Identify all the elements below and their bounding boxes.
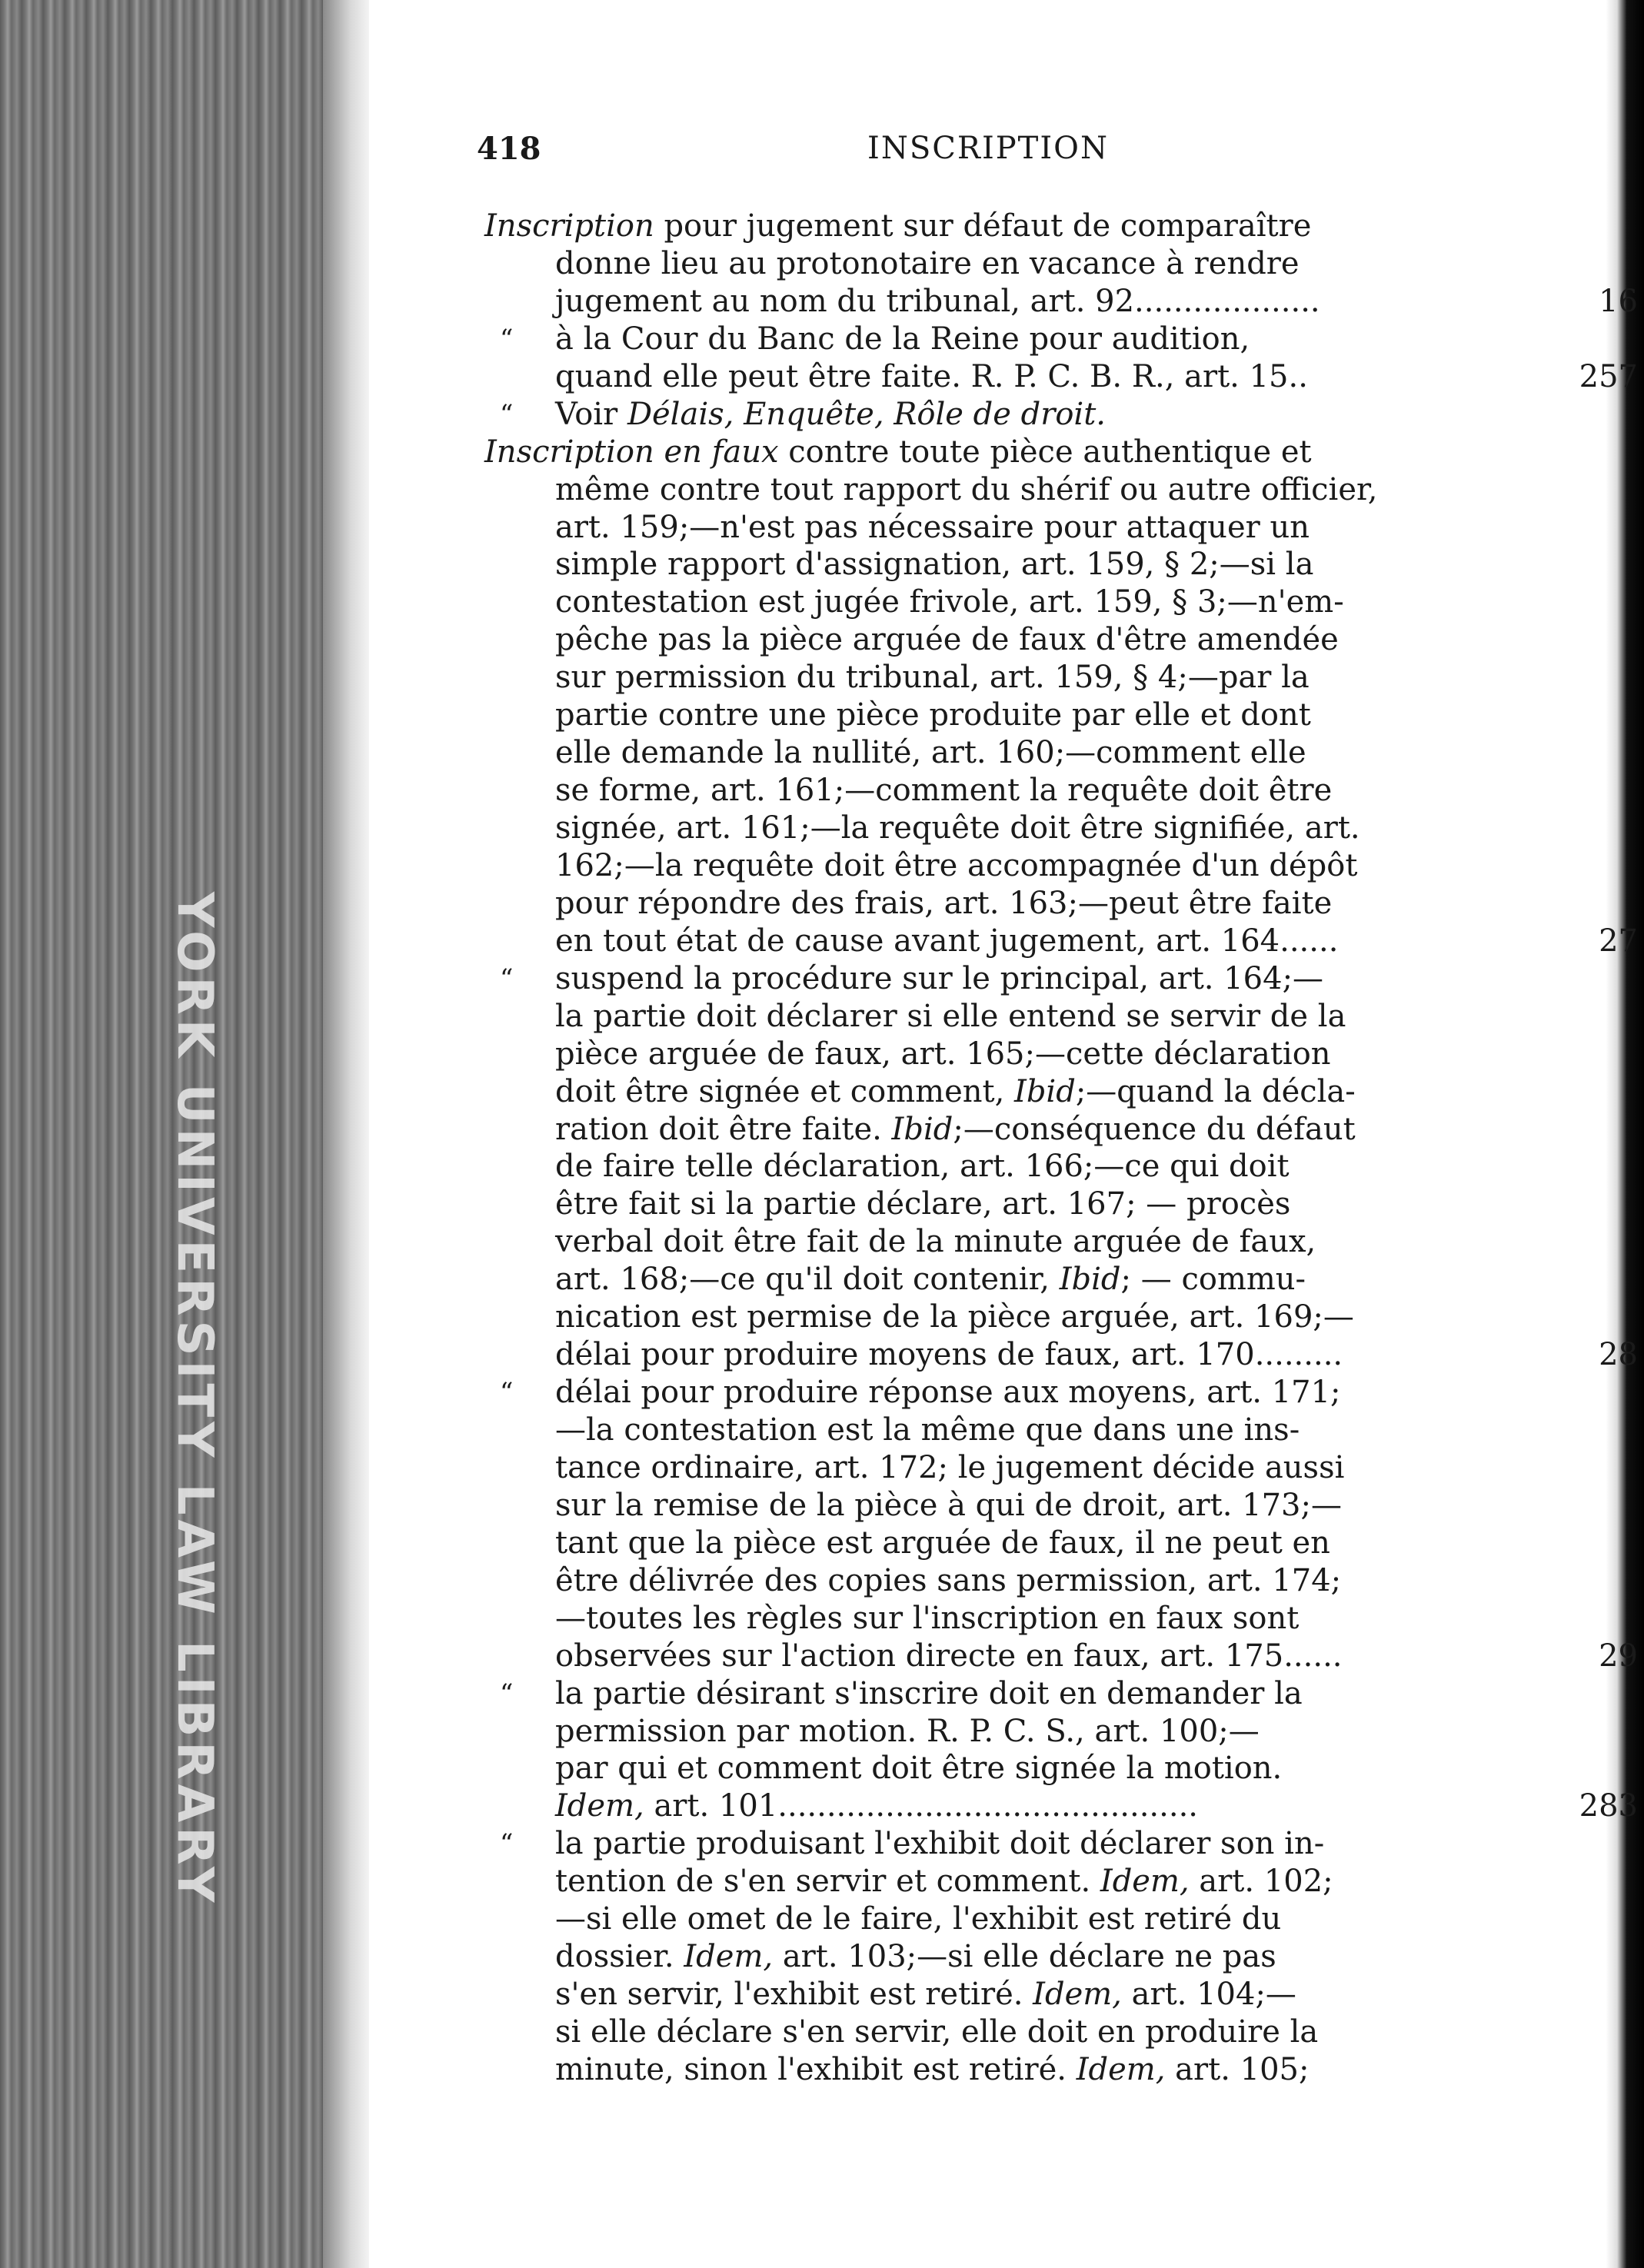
line-tail-text: art. 105; (1165, 2051, 1310, 2087)
line-main-text: jugement au nom du tribunal, art. 92................... (555, 283, 1320, 319)
line-text (555, 659, 1310, 697)
line-text (555, 396, 1106, 434)
library-stamp (131, 892, 238, 1907)
page-reference: 16 (1599, 283, 1638, 319)
line-tail-text: art. 103;—si elle déclare ne pas (773, 1939, 1276, 1975)
running-head: INSCRIPTION (867, 131, 1109, 166)
italic-ref: Délais, Enquête, Rôle de droit. (627, 396, 1107, 432)
line-main-text: sur la remise de la pièce à qui de droit, art. 173;— (555, 1487, 1342, 1523)
line-text (555, 1976, 1296, 2014)
line-main-text: art. 159;—n'est pas nécessaire pour attaquer un (555, 509, 1310, 545)
line-text (555, 923, 1338, 960)
line-tail-text: art. 102; (1189, 1864, 1333, 1900)
index-line (484, 847, 1638, 885)
index-line (484, 1901, 1638, 1938)
ditto-mark: “ (500, 398, 514, 430)
book-page (361, 0, 1638, 2268)
italic-ref: Ibid (1014, 1073, 1076, 1109)
line-text (555, 1036, 1331, 1073)
index-line (484, 321, 1638, 358)
line-text (555, 1713, 1260, 1751)
line-main-text: être délivrée des copies sans permission, art. 174; (555, 1562, 1342, 1598)
line-text (555, 1186, 1290, 1223)
line-main-text: art. 101........................................... (644, 1788, 1199, 1824)
line-main-text: tention de s'en servir et comment. (555, 1864, 1100, 1900)
line-main-text: doit être signée et comment, (555, 1073, 1015, 1109)
index-line (484, 1787, 1638, 1825)
line-text (555, 1336, 1343, 1374)
index-line (484, 734, 1638, 772)
line-text (555, 1223, 1316, 1261)
index-line (484, 810, 1638, 847)
line-main-text: la partie doit déclarer si elle entend se servir de la (555, 998, 1346, 1034)
index-line (484, 1750, 1638, 1787)
index-line (484, 923, 1638, 960)
line-main-text: art. 168;—ce qu'il doit contenir, (555, 1262, 1060, 1298)
line-text (555, 2014, 1318, 2051)
index-line (484, 283, 1638, 321)
line-text (555, 1938, 1276, 1976)
index-line (484, 1713, 1638, 1751)
line-main-text: pour répondre des frais, art. 163;—peut être faite (555, 885, 1333, 921)
index-line (484, 1148, 1638, 1186)
line-text (555, 697, 1311, 734)
index-line (484, 2014, 1638, 2051)
line-text (555, 1638, 1343, 1675)
line-text (555, 2051, 1309, 2089)
italic-ref: Idem, (1033, 1977, 1122, 2013)
index-line (484, 1449, 1638, 1487)
index-line (484, 584, 1638, 621)
line-text (555, 358, 1308, 396)
italic-ref: Idem, (684, 1939, 774, 1975)
page-header (477, 131, 1499, 177)
line-text (555, 1299, 1354, 1336)
italic-ref: Idem, (1076, 2051, 1166, 2087)
index-line (484, 1976, 1638, 2014)
index-line (484, 1863, 1638, 1901)
line-main-text: permission par motion. R. P. C. S., art. 100;— (555, 1713, 1260, 1749)
line-main-text: partie contre une pièce produite par elle et dont (555, 697, 1311, 733)
italic-ref: Ibid (891, 1111, 953, 1147)
line-text (555, 1073, 1356, 1111)
index-line (484, 1036, 1638, 1073)
line-main-text: —toutes les règles sur l'inscription en faux sont (555, 1600, 1300, 1636)
ditto-mark: “ (500, 323, 514, 354)
italic-ref: Ibid (1059, 1262, 1121, 1298)
line-text (555, 509, 1310, 547)
line-tail-text: ;—conséquence du défaut (953, 1111, 1356, 1147)
line-text (555, 1825, 1324, 1863)
line-text (555, 1412, 1300, 1449)
index-line (484, 621, 1638, 659)
index-line (484, 1111, 1638, 1149)
line-main-text: en tout état de cause avant jugement, art. 164...... (555, 923, 1339, 959)
index-line (484, 245, 1638, 283)
line-main-text: s'en servir, l'exhibit est retiré. (555, 1977, 1033, 2013)
index-line (484, 1186, 1638, 1223)
line-main-text: contestation est jugée frivole, art. 159, § 3;—n'em- (555, 584, 1344, 620)
index-line (484, 1562, 1638, 1600)
line-text (555, 1525, 1330, 1562)
index-line (484, 396, 1638, 434)
line-text (555, 1111, 1356, 1149)
page-reference: 27 (1599, 923, 1638, 959)
line-main-text: simple rapport d'assignation, art. 159, § 2;—si la (555, 547, 1314, 583)
index-line (484, 1261, 1638, 1299)
line-text (555, 847, 1357, 885)
line-text (484, 208, 1311, 245)
line-text (555, 734, 1306, 772)
line-text (555, 621, 1339, 659)
ditto-mark: “ (500, 1678, 514, 1709)
index-line (484, 998, 1638, 1036)
line-text (555, 1750, 1282, 1787)
line-main-text: la partie désirant s'inscrire doit en demander la (555, 1675, 1303, 1711)
line-tail-text: ;—quand la décla- (1075, 1073, 1356, 1109)
line-main-text: elle demande la nullité, art. 160;—comment elle (555, 735, 1306, 771)
index-line (484, 546, 1638, 584)
page-number: 418 (477, 131, 541, 167)
line-main-text: ration doit être faite. (555, 1111, 892, 1147)
index-line (484, 1374, 1638, 1412)
line-main-text: observées sur l'action directe en faux, art. 175...... (555, 1638, 1343, 1674)
line-main-text: par qui et comment doit être signée la motion. (555, 1751, 1283, 1787)
index-line (484, 885, 1638, 923)
index-line (484, 358, 1638, 396)
index-line (484, 659, 1638, 697)
index-line (484, 509, 1638, 547)
index-line (484, 772, 1638, 810)
line-text (555, 1562, 1341, 1600)
line-tail-text: art. 104;— (1121, 1977, 1296, 2013)
page-reference: 28 (1599, 1337, 1638, 1373)
line-text (555, 1787, 1198, 1825)
line-main-text: si elle déclare s'en servir, elle doit en produire la (555, 2014, 1319, 2050)
line-main-text: quand elle peut être faite. R. P. C. B. R., art. 15.. (555, 358, 1308, 394)
index-line (484, 1487, 1638, 1525)
line-text (555, 772, 1332, 810)
line-text (555, 471, 1377, 509)
line-text (555, 810, 1360, 847)
entry-heading: Inscription (484, 208, 654, 244)
library-stamp-text: YORK UNIVERSITY LAW LIBRARY (166, 892, 223, 1907)
line-main-text: suspend la procédure sur le principal, art. 164;— (555, 960, 1324, 996)
line-main-text: nication est permise de la pièce arguée, art. 169;— (555, 1299, 1354, 1335)
line-main-text: même contre tout rapport du shérif ou autre officier, (555, 471, 1378, 507)
line-main-text: de faire telle déclaration, art. 166;—ce qui doit (555, 1149, 1290, 1185)
line-main-text: minute, sinon l'exhibit est retiré. (555, 2051, 1077, 2087)
index-line (484, 1073, 1638, 1111)
line-main-text: —si elle omet de le faire, l'exhibit est retiré du (555, 1901, 1282, 1937)
index-line (484, 1938, 1638, 1976)
line-main-text: signée, art. 161;—la requête doit être signifiée, art. (555, 810, 1360, 846)
line-main-text: pour jugement sur défaut de comparaître (654, 208, 1312, 244)
page-reference: 257 (1579, 358, 1638, 394)
line-main-text: 162;—la requête doit être accompagnée d'un dépôt (555, 847, 1358, 883)
line-main-text: tant que la pièce est arguée de faux, il ne peut en (555, 1525, 1330, 1561)
line-main-text: pêche pas la pièce arguée de faux d'être amendée (555, 622, 1339, 658)
ditto-mark: “ (500, 1377, 514, 1408)
index-line (484, 1412, 1638, 1449)
line-text (555, 1487, 1342, 1525)
index-line (484, 208, 1638, 245)
line-text (555, 1600, 1299, 1638)
page-reference: 29 (1599, 1638, 1638, 1674)
page-reference: 283 (1579, 1788, 1638, 1824)
index-line (484, 471, 1638, 509)
line-tail-text: ; — commu- (1120, 1262, 1306, 1298)
ditto-mark: “ (500, 1828, 514, 1860)
line-text (555, 1374, 1341, 1412)
index-line (484, 697, 1638, 734)
line-main-text: Voir (555, 396, 627, 432)
index-line (484, 1638, 1638, 1675)
line-text (484, 434, 1312, 471)
index-entries (484, 208, 1638, 2089)
line-text (555, 321, 1250, 358)
index-line (484, 2051, 1638, 2089)
line-main-text: verbal doit être fait de la minute arguée de faux, (555, 1224, 1316, 1260)
index-line (484, 960, 1638, 998)
line-main-text: donne lieu au protonotaire en vacance à rendre (555, 245, 1300, 281)
line-text (555, 245, 1300, 283)
line-text (555, 546, 1313, 584)
line-text (555, 1449, 1344, 1487)
index-line (484, 1299, 1638, 1336)
index-line (484, 1336, 1638, 1374)
italic-ref: Idem, (555, 1788, 644, 1824)
line-text (555, 283, 1320, 321)
index-line (484, 1600, 1638, 1638)
line-text (555, 584, 1344, 621)
line-main-text: dossier. (555, 1939, 684, 1975)
line-main-text: pièce arguée de faux, art. 165;—cette déclaration (555, 1036, 1331, 1072)
index-line (484, 1675, 1638, 1713)
index-line (484, 434, 1638, 471)
index-line (484, 1525, 1638, 1562)
ditto-mark: “ (500, 963, 514, 994)
line-main-text: tance ordinaire, art. 172; le jugement décide aussi (555, 1449, 1345, 1485)
line-text (555, 960, 1323, 998)
line-text (555, 1863, 1333, 1901)
line-text (555, 1901, 1281, 1938)
line-main-text: être fait si la partie déclare, art. 167; — procès (555, 1186, 1291, 1222)
line-main-text: la partie produisant l'exhibit doit déclarer son in- (555, 1826, 1325, 1862)
line-text (555, 1675, 1303, 1713)
line-main-text: sur permission du tribunal, art. 159, § 4;—par la (555, 660, 1310, 696)
line-text (555, 885, 1332, 923)
line-main-text: se forme, art. 161;—comment la requête doit être (555, 773, 1333, 809)
line-main-text: à la Cour du Banc de la Reine pour audition, (555, 321, 1250, 357)
line-main-text: délai pour produire réponse aux moyens, art. 171; (555, 1375, 1341, 1411)
index-line (484, 1223, 1638, 1261)
index-line (484, 1825, 1638, 1863)
entry-heading: Inscription en faux (484, 434, 779, 470)
line-main-text: contre toute pièce authentique et (778, 434, 1312, 470)
italic-ref: Idem, (1100, 1864, 1190, 1900)
line-text (555, 1261, 1306, 1299)
line-main-text: délai pour produire moyens de faux, art. 170......... (555, 1337, 1343, 1373)
line-text (555, 1148, 1290, 1186)
line-main-text: —la contestation est la même que dans une ins- (555, 1412, 1300, 1448)
line-text (555, 998, 1346, 1036)
